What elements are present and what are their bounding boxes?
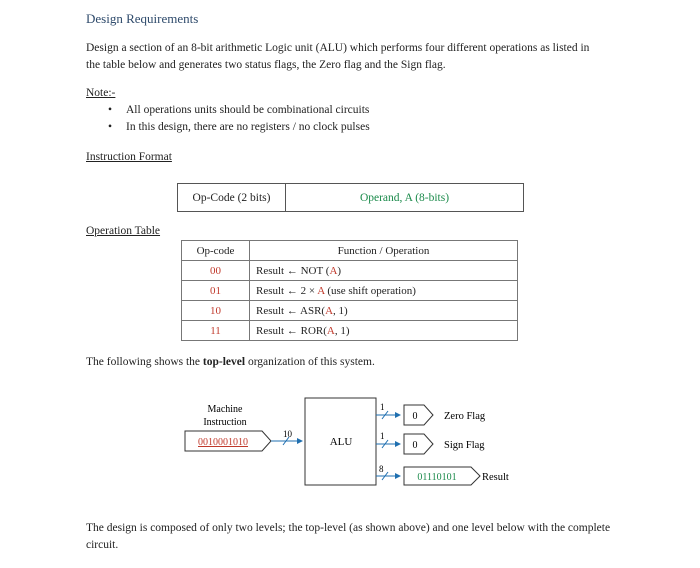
result-width-label: 8 [379, 464, 384, 474]
column-header: Function / Operation [250, 241, 518, 261]
column-header: Op-code [182, 241, 250, 261]
bullet-icon: • [108, 121, 113, 133]
sign-flag-label: Sign Flag [444, 440, 485, 451]
opcode-cell: 01 [182, 281, 250, 301]
machine-label: Machine [207, 404, 243, 415]
note-item: • In this design, there are no registers / no clock pulses [108, 121, 370, 133]
zero-width-label: 1 [380, 402, 385, 412]
page-title: Design Requirements [86, 11, 199, 26]
function-cell: Result ← ROR(A, 1) [250, 321, 518, 341]
opcode-cell: 11 [182, 321, 250, 341]
function-cell: Result ← NOT (A) [250, 261, 518, 281]
result-label: Result [482, 472, 509, 483]
sign-width-label: 1 [380, 431, 385, 441]
opcode-field: Op-Code (2 bits) [178, 184, 286, 211]
bullet-icon: • [108, 104, 113, 116]
note-label: Note:- [86, 87, 116, 99]
zero-flag-value: 0 [412, 411, 418, 422]
machine-label: Instruction [203, 417, 247, 428]
intro-paragraph: Design a section of an 8-bit arithmetic Logic unit (ALU) which performs four different operations as listed in the table below and generates two status flags, the Zero flag and the Sign flag. [86, 42, 590, 71]
zero-flag-label: Zero Flag [444, 411, 486, 422]
opcode-cell: 10 [182, 301, 250, 321]
function-cell: Result ← 2 × A (use shift operation) [250, 281, 518, 301]
opcode-cell: 00 [182, 261, 250, 281]
operation-table-label: Operation Table [86, 225, 161, 237]
instruction-format-label: Instruction Format [86, 151, 172, 163]
function-cell: Result ← ASR(A, 1) [250, 301, 518, 321]
note-item: • All operations units should be combinational circuits [108, 104, 370, 116]
footer-paragraph: The design is composed of only two levels; the top-level (as shown above) and one level below with the complete circuit. [86, 522, 611, 551]
sign-flag-value: 0 [412, 440, 418, 451]
toplevel-caption: The following shows the top-level organization of this system. [86, 356, 375, 368]
bus-width-label: 10 [283, 429, 292, 439]
instruction-value: 0010001010 [198, 437, 248, 448]
sign-flag-box [404, 434, 433, 454]
operand-field: Operand, A (8-bits) [359, 191, 450, 204]
alu-label: ALU [329, 436, 353, 448]
zero-flag-box [404, 405, 433, 425]
result-value: 01110101 [417, 472, 457, 483]
